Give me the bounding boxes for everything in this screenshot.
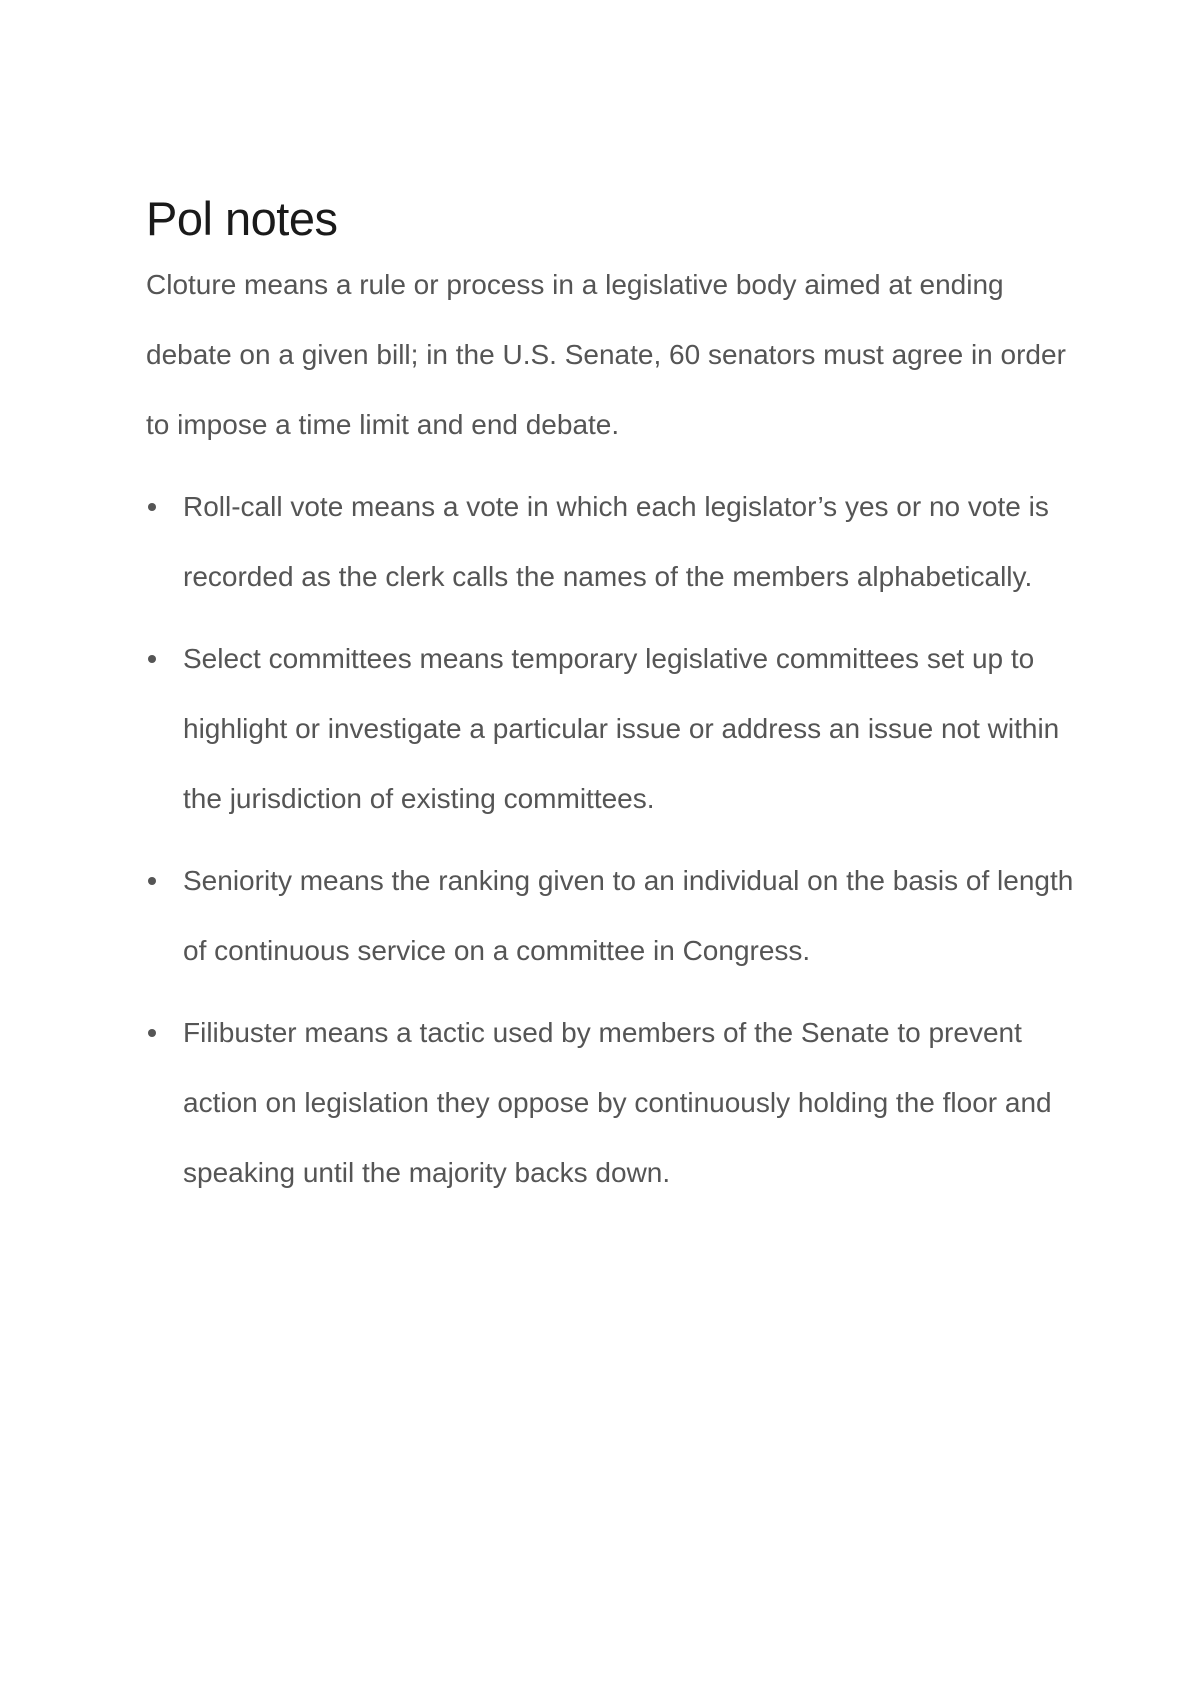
term-text: Select committees means temporary legislative committees set up to highlight or investigate a particular issue or address an issue not within the jurisdiction of existing committees.: [183, 643, 1060, 814]
bullet-icon: [148, 503, 156, 511]
list-item: [146, 998, 1076, 1208]
document-content: [146, 188, 1076, 1220]
document-title: Pol notes: [146, 192, 338, 245]
list-item: [146, 472, 1076, 612]
bullet-icon: [148, 877, 156, 885]
bullet-icon: [148, 1029, 156, 1037]
term-text: Roll-call vote means a vote in which each legislator’s yes or no vote is recorded as the clerk calls the names of the members alphabetically.: [183, 491, 1049, 592]
intro-paragraph: Cloture means a rule or process in a legislative body aimed at ending debate on a given bill; in the U.S. Senate, 60 senators must agree in order to impose a time limit and end debate.: [146, 269, 1066, 440]
list-item: [146, 846, 1076, 986]
term-text: Seniority means the ranking given to an individual on the basis of length of continuous service on a committee in Congress.: [183, 865, 1074, 966]
term-text: Filibuster means a tactic used by members of the Senate to prevent action on legislation they oppose by continuously holding the floor and speaking until the majority backs down.: [183, 1017, 1052, 1188]
bullet-icon: [148, 655, 156, 663]
terms-list: [146, 472, 1076, 1208]
list-item: [146, 624, 1076, 834]
